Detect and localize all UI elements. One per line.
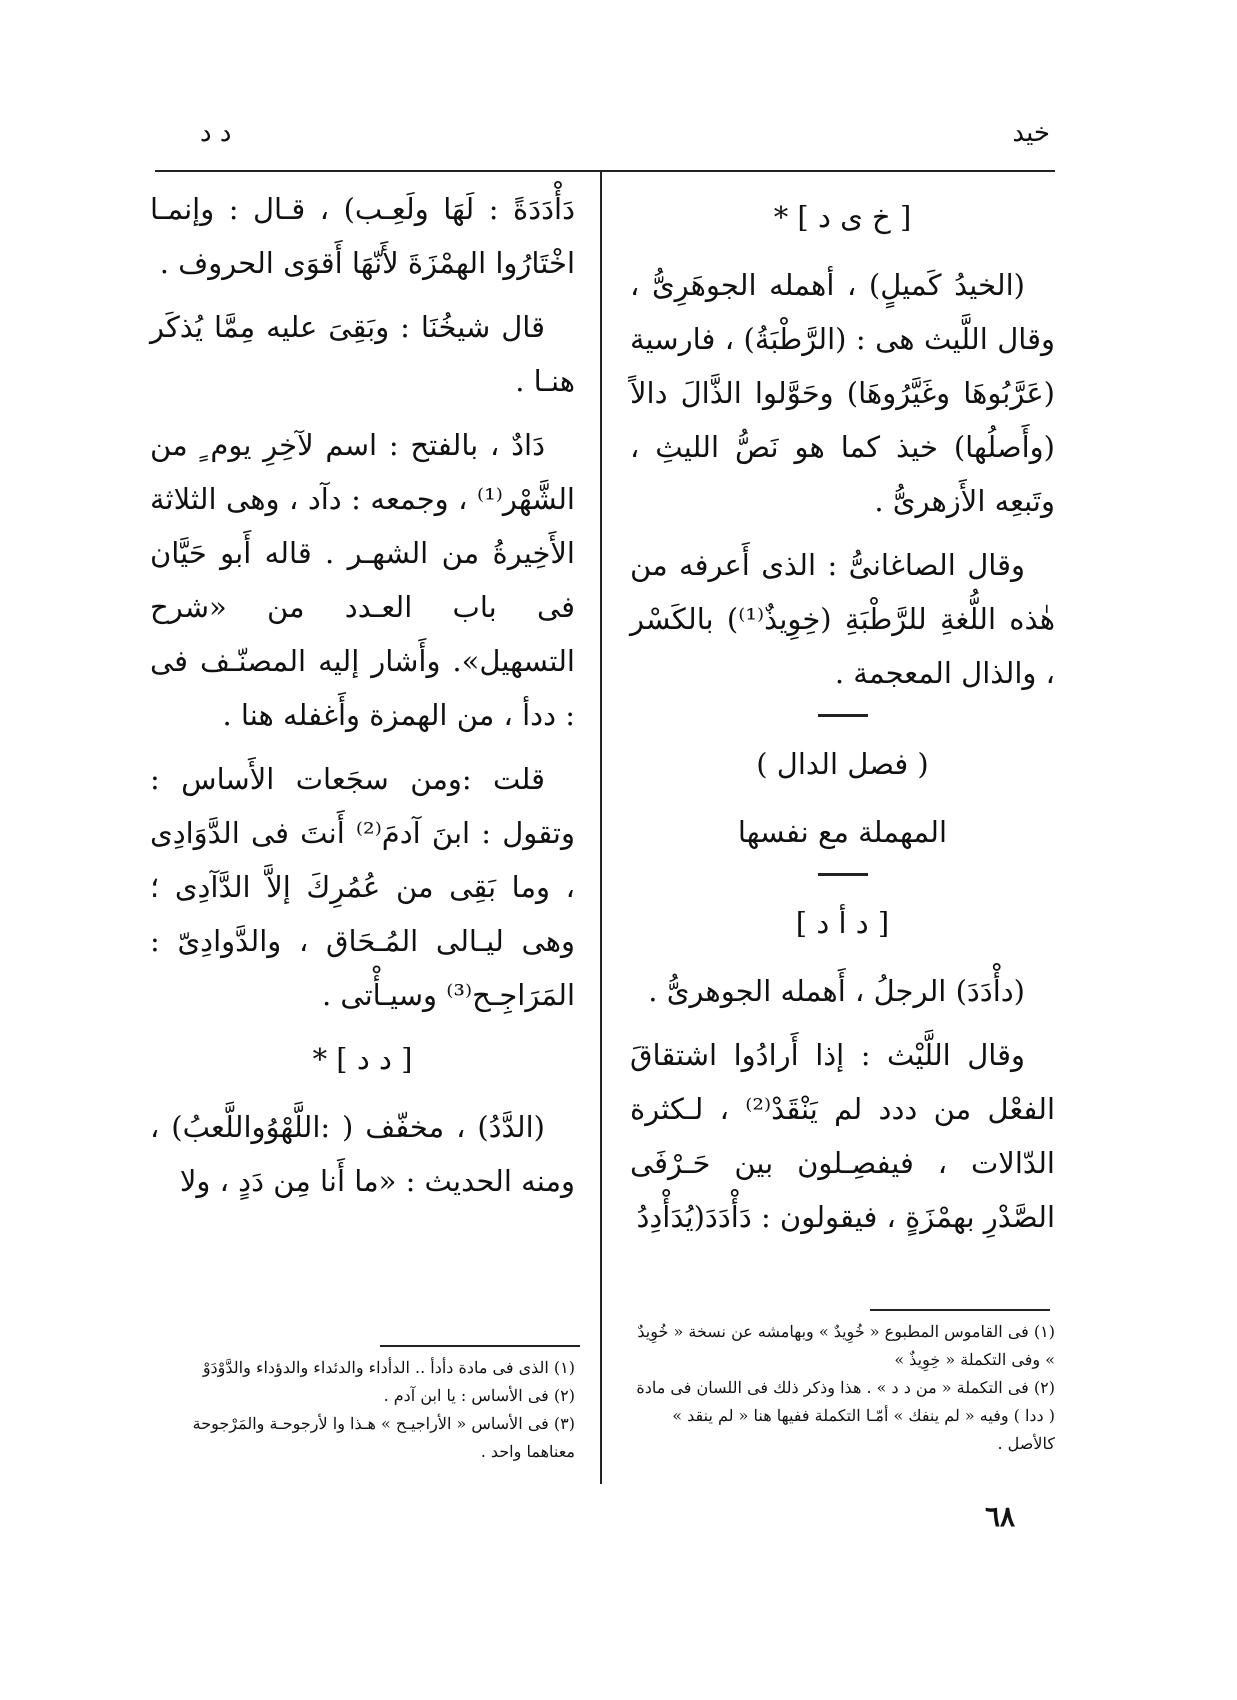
footnote-rule-right [870,1309,1050,1311]
footnote: (٣) فى الأساس « الأراجيـح » هـذا وا لأرجوحـة والمَرْجوحة معناهما واحد . [192,1414,575,1461]
section-rule [818,714,868,717]
footnote: (١) فى القاموس المطبوع « خُوِيدٌ » وبهامشه عن نسخة « خُوِيدٌ » وفى التكملة « خِوِيذٌ » [637,1322,1055,1369]
entry-heading-dad: [ د أ د ] [795,906,890,940]
page-number: ٦٨ [984,1500,1016,1533]
footnotes-right [630,1318,1055,1458]
left-column [150,182,575,1218]
header-rule [155,170,1055,172]
paragraph: وقال الصاغانىُّ : الذى أَعرفه من هٰذه اللُّغةِ للرَّطْبَةِ (خِوِيذٌ⁽¹⁾) بالكَسْر ، والذال المعجمة . [630,548,1055,690]
entry-heading-khyd: [ خ ى د ] * [773,200,912,234]
paragraph: وقال اللَّيْث : إذا أَرادُوا اشتقاقَ الفعْل من ددد لم يَنْقَدْ⁽²⁾ ، لـكثرة الدّالات ، فيفصِـلون بين حَـرْفَى الصَّدْرِ بهمْزَةٍ ، فيقولون : دَأْدَدَ(يُدَأْدِدُ [630,1038,1055,1234]
paragraph: دَأْدَدَةً : لَهَا ولَعِـب) ، قـال : وإنمـا اخْتَارُوا الهمْزَةَ لأَنّهَا أَقوَى الحروف . [150,192,575,280]
entry-heading-dd: [ د د ] * [312,1042,413,1076]
paragraph: (الخيدُ كَميلٍ) ، أهمله الجوهَرِىُّ ، وقال اللَّيث هى : (الرَّطْبَةُ) ، فارسية (عَرَّبُوهَا وغَيَّرُوهَا) وحَوَّلوا الذَّالَ دالاً (وأَصلُها) خيذ كما هو نَصُّ الليثِ ، وتَبعِه الأَزهرىُّ . [630,268,1055,518]
right-column [630,182,1055,1254]
paragraph: (الدَّدُ) ، مخفّف ( :اللَّهْوُواللَّعبُ) ، ومنه الحديث : «ما أَنا مِن دَدٍ ، ولا [150,1110,575,1198]
running-head-left: د د [200,118,232,148]
section-subtitle: المهملة مع نفسها [737,815,948,849]
footnote: (٢) فى التكملة « من د د » . هذا وذكر ذلك فى اللسان فى مادة ( ددا ) وفيه « لم ينفك » أمّـا التكملة ففيها هنا « لم ينقد » كالأصل . [636,1378,1055,1453]
paragraph: (دأْدَدَ) الرجلُ ، أَهمله الجوهرىُّ . [648,974,1025,1008]
footnotes-left [150,1354,575,1466]
footnote-rule-left [380,1345,580,1347]
column-divider [600,172,602,1484]
paragraph: دَادٌ ، بالفتح : اسم لآخِرِ يوم ٍ من الشَّهْر⁽¹⁾ ، وجمعه : دآد ، وهى الثلاثة الأَخِيرةُ من الشهـر . قاله أَبو حَيَّان فى باب العـدد من «شرح التسهيل». وأَشار إليه المصنّـف فى : ددأ ، من الهمزة وأَغفله هنا . [150,428,575,732]
running-head-right: خيد [1012,118,1050,148]
section-rule [818,873,868,876]
footnote: (٢) فى الأساس : يا ابن آدم . [383,1386,575,1405]
paragraph: قلت :ومن سجَعات الأَساس : وتقول : ابنَ آدمَ⁽²⁾ أَنتَ فى الدَّوَادِى ، وما بَقِى من عُمُرِكَ إلاَّ الدَّآدِى ؛ وهى ليـالى المُـحَاق ، والدَّوادِىّ : المَرَاجِـح⁽³⁾ وسيـأْتى . [150,762,575,1012]
section-title: ( فصل الدال ) [756,747,929,781]
footnote: (١) الذى فى مادة دأدأ .. الدأداء والدئداء والدؤداء والدَّوْدَوْ [202,1358,575,1377]
paragraph: قال شيخُنَا : وبَقِىَ عليه مِمَّا يُذكَر هنـا . [150,310,575,398]
